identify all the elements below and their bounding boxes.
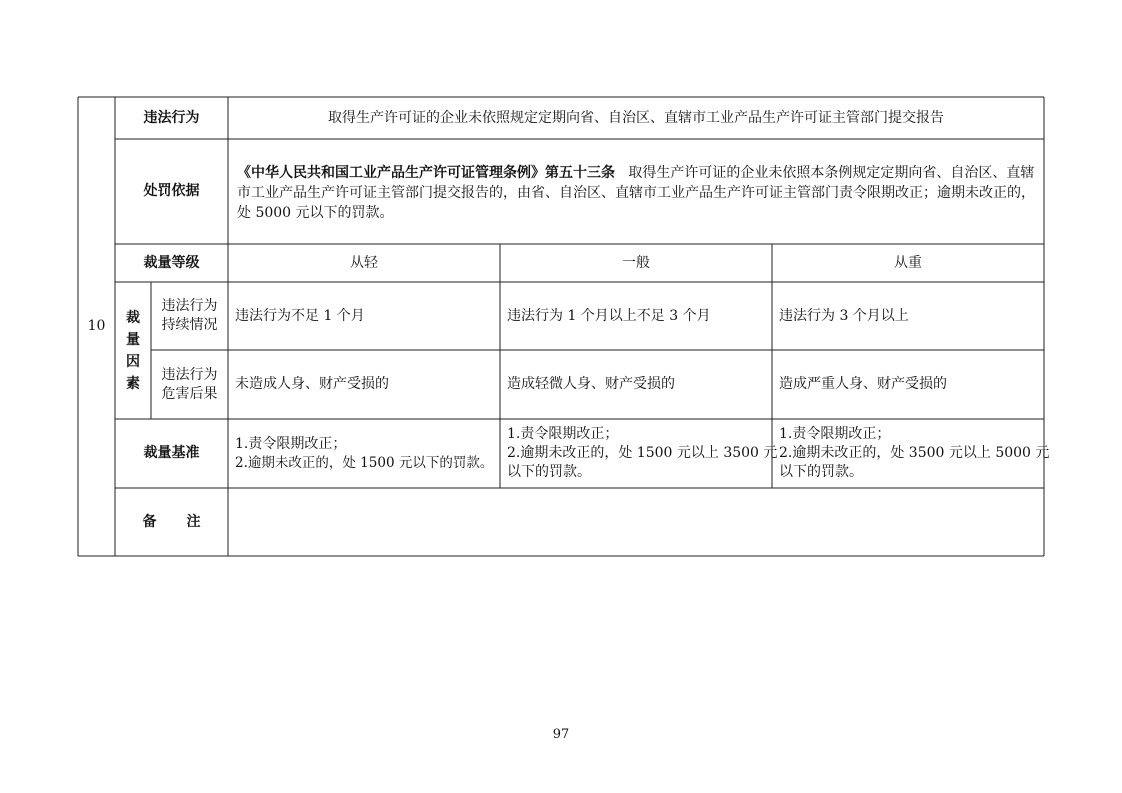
row-number: 10 (87, 318, 106, 334)
basis-law-title: 《中华人民共和国工业产品生产许可证管理条例》第五十三条 (237, 165, 615, 181)
remarks-content (228, 488, 1044, 556)
grade-label: 裁量等级 (143, 254, 200, 271)
grade-level-heavy: 从重 (894, 254, 922, 271)
factor-harm-normal: 造成轻微人身、财产受损的 (507, 376, 675, 392)
factor-duration-label: 违法行为 持续情况 (161, 298, 218, 333)
standard-light: 1.责令限期改正； 2.逾期未改正的，处 1500 元以下的罚款。 (235, 435, 494, 471)
factor-harm-light: 未造成人身、财产受损的 (235, 376, 389, 392)
violation-label: 违法行为 (143, 109, 200, 126)
factor-harm-label: 违法行为 危害后果 (161, 366, 218, 402)
grade-level-light: 从轻 (350, 254, 378, 271)
remarks-label: 备 注 (142, 513, 201, 530)
page-number: 97 (552, 727, 570, 742)
factor-harm-heavy: 造成严重人身、财产受损的 (779, 376, 947, 392)
factor-duration-normal: 违法行为 1 个月以上不足 3 个月 (507, 307, 711, 324)
basis-label: 处罚依据 (143, 183, 200, 199)
standard-normal: 1.责令限期改正； 2.逾期未改正的，处 1500 元以上 3500 元 以下的罚款。 (507, 426, 778, 480)
standard-heavy: 1.责令限期改正； 2.逾期未改正的，处 3500 元以上 5000 元 以下的罚款。 (779, 426, 1050, 480)
basis-content (228, 139, 1044, 244)
standard-label: 裁量基准 (143, 445, 200, 461)
factors-label: 裁 量 因 素 (126, 309, 140, 392)
violation-content: 取得生产许可证的企业未依照规定定期向省、自治区、直辖市工业产品生产许可证主管部门提交报告 (328, 109, 944, 126)
grade-level-normal: 一般 (622, 254, 650, 271)
basis-text: 取得生产许可证的企业未依照本条例规定定期向省、自治区、直辖市工业产品生产许可证主管部门提交报告的，由省、自治区、直辖市工业产品生产许可证主管部门责令限期改正；逾期未改正的，处 5000 元以下的罚款。 (237, 165, 1035, 221)
factor-duration-light: 违法行为不足 1 个月 (235, 307, 365, 324)
factor-duration-heavy: 违法行为 3 个月以上 (779, 307, 909, 324)
